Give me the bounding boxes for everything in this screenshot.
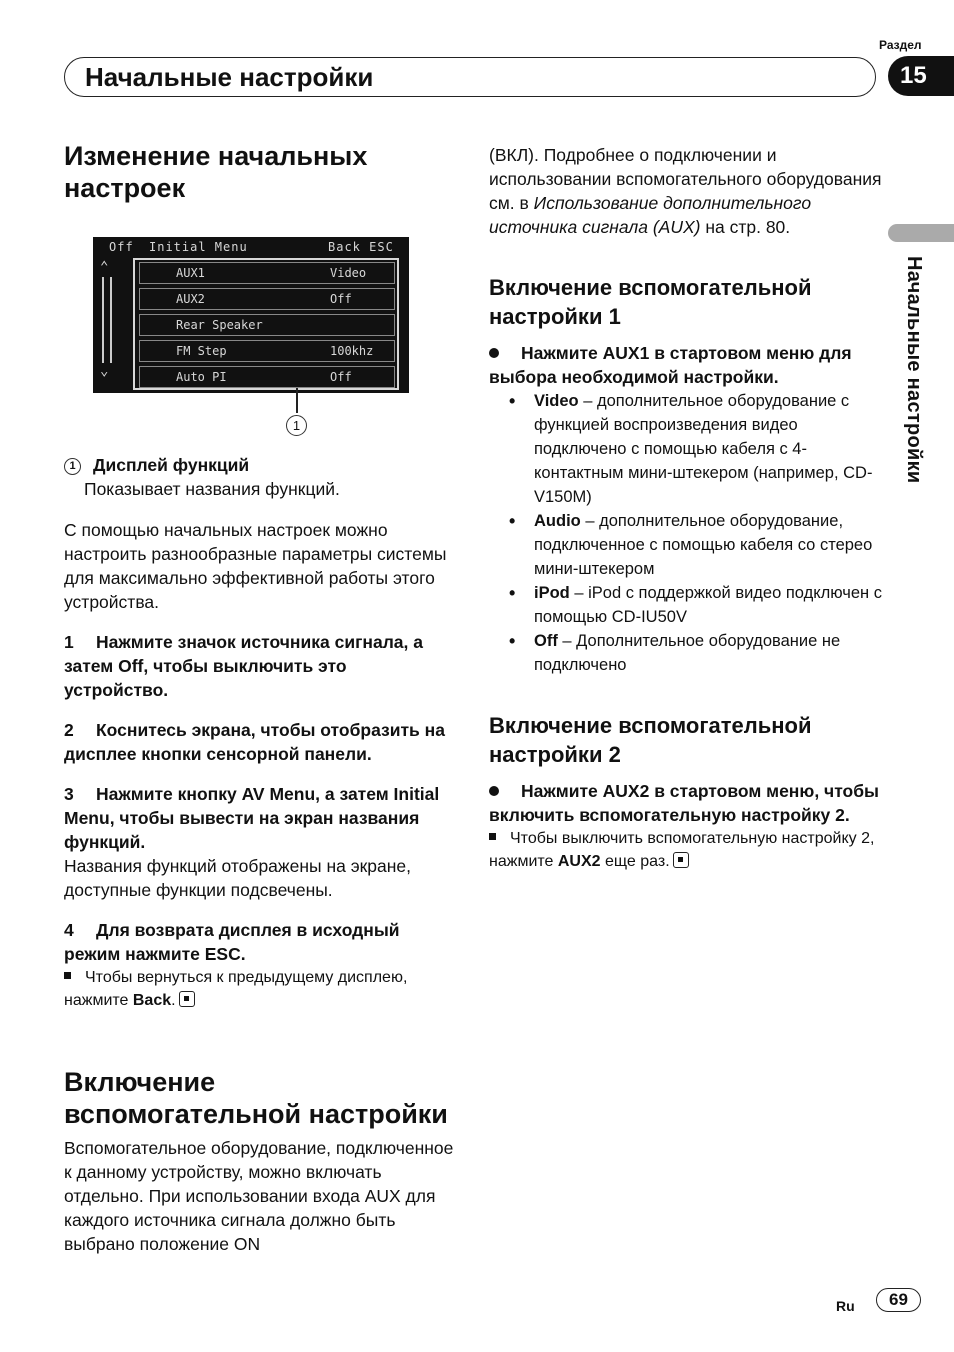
aux1-options xyxy=(509,389,889,677)
scrollbar xyxy=(102,277,112,363)
chapter-title: Начальные настройки xyxy=(85,62,374,92)
callout-number: 1 xyxy=(286,415,307,436)
row-key: Rear Speaker xyxy=(176,318,263,332)
bullet-icon xyxy=(489,348,499,358)
row-key: AUX1 xyxy=(176,266,205,280)
aux-intro-text: Вспомогательное оборудование, подключенное к данному устройству, можно включать отдельно. При использовании входа AUX для каждого источника сигнала должно быть выбрано положение ON xyxy=(64,1138,454,1254)
aux2-instruction: Нажмите AUX2 в стартовом меню, чтобы включить вспомогательную настройку 2. xyxy=(489,781,879,825)
side-tab-label: Начальные настройки xyxy=(903,256,925,484)
scroll-up-icon: ⌃ xyxy=(100,259,109,275)
row-key: FM Step xyxy=(176,344,227,358)
page-number: 69 xyxy=(876,1288,921,1312)
screen-back-esc: Back ESC xyxy=(328,240,394,254)
screen-row xyxy=(139,262,395,284)
function-display xyxy=(133,258,399,390)
list-item: • Audio – дополнительное оборудование, подключенное с помощью кабеля со стерео мини-штекером xyxy=(509,509,889,581)
callout-desc: Показывает названия функций. xyxy=(84,479,340,499)
heading-aux-setting: Включение вспомогательной настройки xyxy=(64,1067,448,1129)
screen-row xyxy=(139,288,395,310)
row-value: Off xyxy=(330,292,352,306)
right-column xyxy=(489,143,889,873)
callout-caption xyxy=(64,453,454,477)
step-1: 1 Нажмите значок источника сигнала, а затем Off, чтобы выключить это устройство. xyxy=(64,632,423,700)
row-key: Auto PI xyxy=(176,370,227,384)
bullet-icon xyxy=(489,786,499,796)
heading-aux1: Включение вспомогательной настройки 1 xyxy=(489,275,812,329)
list-item: • Off – Дополнительное оборудование не подключено xyxy=(509,629,889,677)
initial-menu-screen xyxy=(93,237,409,433)
section-label: Раздел xyxy=(879,38,922,52)
row-value: Video xyxy=(330,266,367,280)
callout-marker: 1 xyxy=(64,458,81,475)
end-mark-icon xyxy=(179,991,195,1007)
heading-change-initial-settings: Изменение начальных настроек xyxy=(64,141,368,203)
screen-row xyxy=(139,340,395,362)
left-column xyxy=(64,140,454,1256)
row-value: 100khz xyxy=(330,344,374,358)
step-4: 4 Для возврата дисплея в исходный режим нажмите ESC. xyxy=(64,920,400,964)
end-mark-icon xyxy=(673,852,689,868)
intro-text: С помощью начальных настроек можно настроить разнообразные параметры системы для максимально эффективной работы этого устройства. xyxy=(64,520,447,612)
screen-title: Initial Menu xyxy=(149,240,248,254)
language-code: Ru xyxy=(836,1298,855,1314)
screen-row xyxy=(139,366,395,388)
chapter-number: 15 xyxy=(888,56,954,96)
note-square-icon xyxy=(489,833,496,840)
step-3-result: Названия функций отображены на экране, доступные функции подсвечены. xyxy=(64,856,412,900)
scroll-down-icon: ⌄ xyxy=(100,363,109,379)
aux2-note: Чтобы выключить вспомогательную настройку 2, нажмите AUX2 еще раз. xyxy=(489,830,875,870)
back-note: Чтобы вернуться к предыдущему дисплею, нажмите Back. xyxy=(64,969,408,1009)
callout-title: Дисплей функций xyxy=(93,455,250,475)
list-item: • Video – дополнительное оборудование с функцией воспроизведения видео подключено с помощью кабеля с 4-контактным мини-штекером (например, CD-V150M) xyxy=(509,389,889,509)
aux1-instruction: Нажмите AUX1 в стартовом меню для выбора необходимой настройки. xyxy=(489,343,852,387)
aux-continued-text: (ВКЛ). Подробнее о подключении и использовании вспомогательного оборудования см. в Использование дополнительного источника сигнала (AUX) на стр. 80. xyxy=(489,145,882,237)
row-key: AUX2 xyxy=(176,292,205,306)
chapter-header xyxy=(64,57,876,97)
step-2: 2 Коснитесь экрана, чтобы отобразить на дисплее кнопки сенсорной панели. xyxy=(64,720,445,764)
row-value: Off xyxy=(330,370,352,384)
heading-aux2: Включение вспомогательной настройки 2 xyxy=(489,713,812,767)
note-square-icon xyxy=(64,972,71,979)
screen-off-label: Off xyxy=(109,240,134,254)
screen-row xyxy=(139,314,395,336)
list-item: • iPod – iPod с поддержкой видео подключен с помощью CD-IU50V xyxy=(509,581,889,629)
callout-line xyxy=(296,388,298,413)
step-3: 3 Нажмите кнопку AV Menu, а затем Initial Menu, чтобы вывести на экран названия функций. xyxy=(64,784,440,852)
side-tab-bar xyxy=(888,224,954,242)
